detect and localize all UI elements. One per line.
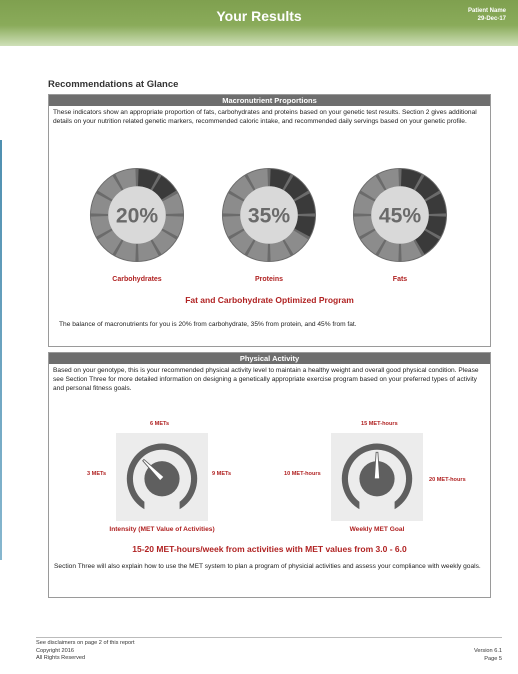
physical-activity-panel (48, 352, 491, 598)
patient-info (468, 7, 506, 23)
met-goal-text: 15-20 MET-hours/week from activities with MET values from 3.0 - 6.0 (132, 544, 407, 554)
proteins-label: Proteins (254, 276, 283, 283)
report-header-bar (0, 0, 518, 46)
footer-version-info (474, 648, 502, 663)
carbohydrates-donut-chart (89, 167, 185, 263)
section-three-text: Section Three will also explain how to use the MET system to plan a program of physicial activities and assess your compliance with weekly goals. (54, 563, 481, 570)
weekly-gauge-bg (331, 433, 423, 521)
footer-version: Version 6.1 (474, 648, 502, 654)
physical-activity-panel-header: Physical Activity (49, 353, 490, 364)
physical-activity-intro: Based on your genotype, this is your recommended physical activity level to maintain a healthy weight and overall good physical condition. Please see Section Three for more detailed information on designing a genetically appropriate exercise program based on your preferred types of activity and personal fitness goals. (53, 367, 479, 392)
weekly-top-label: 15 MET-hours (361, 421, 398, 427)
carbohydrates-donut (89, 167, 185, 263)
footer-page-number: Page 5 (484, 655, 502, 662)
fats-donut (352, 167, 448, 263)
left-accent-bar (0, 140, 2, 560)
footer-rights: All Rights Reserved (36, 655, 86, 661)
intensity-gauge-bg (116, 433, 208, 521)
intensity-top-label: 6 METs (150, 421, 170, 427)
weekly-left-label: 10 MET-hours (284, 471, 321, 477)
report-date: 29-Dec-17 (477, 16, 506, 22)
proteins-donut-chart (221, 167, 317, 263)
carbohydrates-label: Carbohydrates (112, 276, 162, 283)
page-title: Your Results (216, 8, 302, 24)
macronutrient-intro: These indicators show an appropriate proportion of fats, carbohydrates and proteins based on your genetic test results. Section 2 gives additional details on your nutrition related genetic markers, recommended caloric intake, and recommended daily servings based on your genetic profile. (53, 109, 477, 125)
section-heading: Recommendations at Glance (48, 79, 179, 90)
donut-value: 45% (378, 204, 422, 228)
footer-disclaimer (36, 640, 135, 663)
macronutrient-panel-header: Macronutrient Proportions (49, 95, 490, 106)
donut-value: 35% (247, 204, 291, 228)
intensity-right-label: 9 METs (212, 471, 232, 477)
fats-donut-chart (352, 167, 448, 263)
intensity-gauge-dial (116, 433, 208, 521)
weekly-right-label: 20 MET-hours (429, 477, 466, 483)
footer-disclaimer-line: See disclaimers on page 2 of this report (36, 640, 135, 646)
fats-label: Fats (392, 276, 408, 283)
intensity-caption: Intensity (MET Value of Activities) (109, 526, 215, 533)
intensity-left-label: 3 METs (87, 471, 107, 477)
donut-value: 20% (115, 204, 159, 228)
program-title: Fat and Carbohydrate Optimized Program (185, 295, 354, 305)
weekly-gauge-dial (331, 433, 423, 521)
patient-name-label: Patient Name (467, 8, 506, 14)
gauge-gap (359, 502, 394, 521)
macronutrient-balance: The balance of macronutrients for you is 20% from carbohydrate, 35% from protein, and 45% from fat. (59, 321, 357, 328)
footer-copyright: Copyright 2016 (36, 647, 74, 654)
footer-divider (36, 637, 502, 638)
gauge-gap (144, 502, 179, 521)
weekly-caption: Weekly MET Goal (349, 526, 405, 533)
proteins-donut (221, 167, 317, 263)
macronutrient-panel (48, 94, 491, 347)
